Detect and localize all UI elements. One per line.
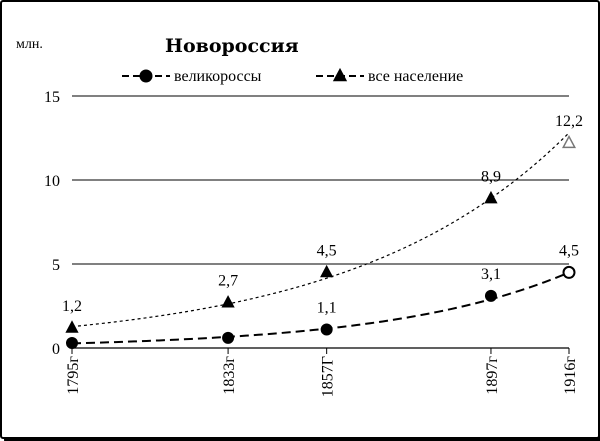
point-series-2-1795 <box>66 321 78 332</box>
data-label-series-2: 2,7 <box>218 272 239 290</box>
legend-marker-series-2 <box>334 69 347 81</box>
point-series-1-1916 <box>564 267 575 278</box>
chart-title: Новороссия <box>165 35 299 57</box>
data-label-series-2: 4,5 <box>316 242 337 260</box>
point-series-1-1795 <box>67 337 78 348</box>
x-tick-label: 1916г <box>562 356 579 395</box>
y-tick-label: 15 <box>44 89 60 106</box>
point-series-2-1833 <box>222 296 234 307</box>
legend <box>122 68 463 85</box>
data-label-series-1: 3,1 <box>480 265 501 283</box>
x-tick-label: 1857Г <box>319 356 337 398</box>
legend-label-series-2: все население <box>368 68 464 85</box>
point-series-2-1916 <box>563 137 575 148</box>
y-axis-unit: млн. <box>16 37 43 52</box>
data-label-series-1: 4,5 <box>559 242 579 260</box>
line-chart <box>2 2 600 441</box>
data-label-series-1: 1,1 <box>316 299 337 317</box>
data-label-series-2: 12,2 <box>555 113 583 131</box>
y-tick-label: 5 <box>52 257 60 274</box>
data-label-series-2: 1,2 <box>62 297 82 315</box>
y-tick-label: 0 <box>52 341 60 358</box>
y-tick-label: 10 <box>44 173 60 190</box>
point-series-1-1833 <box>223 332 234 343</box>
data-label-series-2: 8,9 <box>480 168 501 186</box>
legend-marker-series-1 <box>140 70 152 82</box>
x-axis <box>65 348 579 397</box>
y-axis-ticks <box>44 89 60 358</box>
point-series-2-1897 <box>485 192 497 203</box>
point-series-1-1897 <box>485 290 496 301</box>
legend-label-series-1: великороссы <box>174 68 262 85</box>
data-labels <box>62 113 583 316</box>
point-series-2-1857 <box>321 266 333 277</box>
x-tick-label: 1795г <box>65 356 82 395</box>
point-series-1-1857 <box>321 324 332 335</box>
x-tick-label: 1833г <box>221 356 239 395</box>
x-tick-label: 1897г <box>483 356 501 395</box>
